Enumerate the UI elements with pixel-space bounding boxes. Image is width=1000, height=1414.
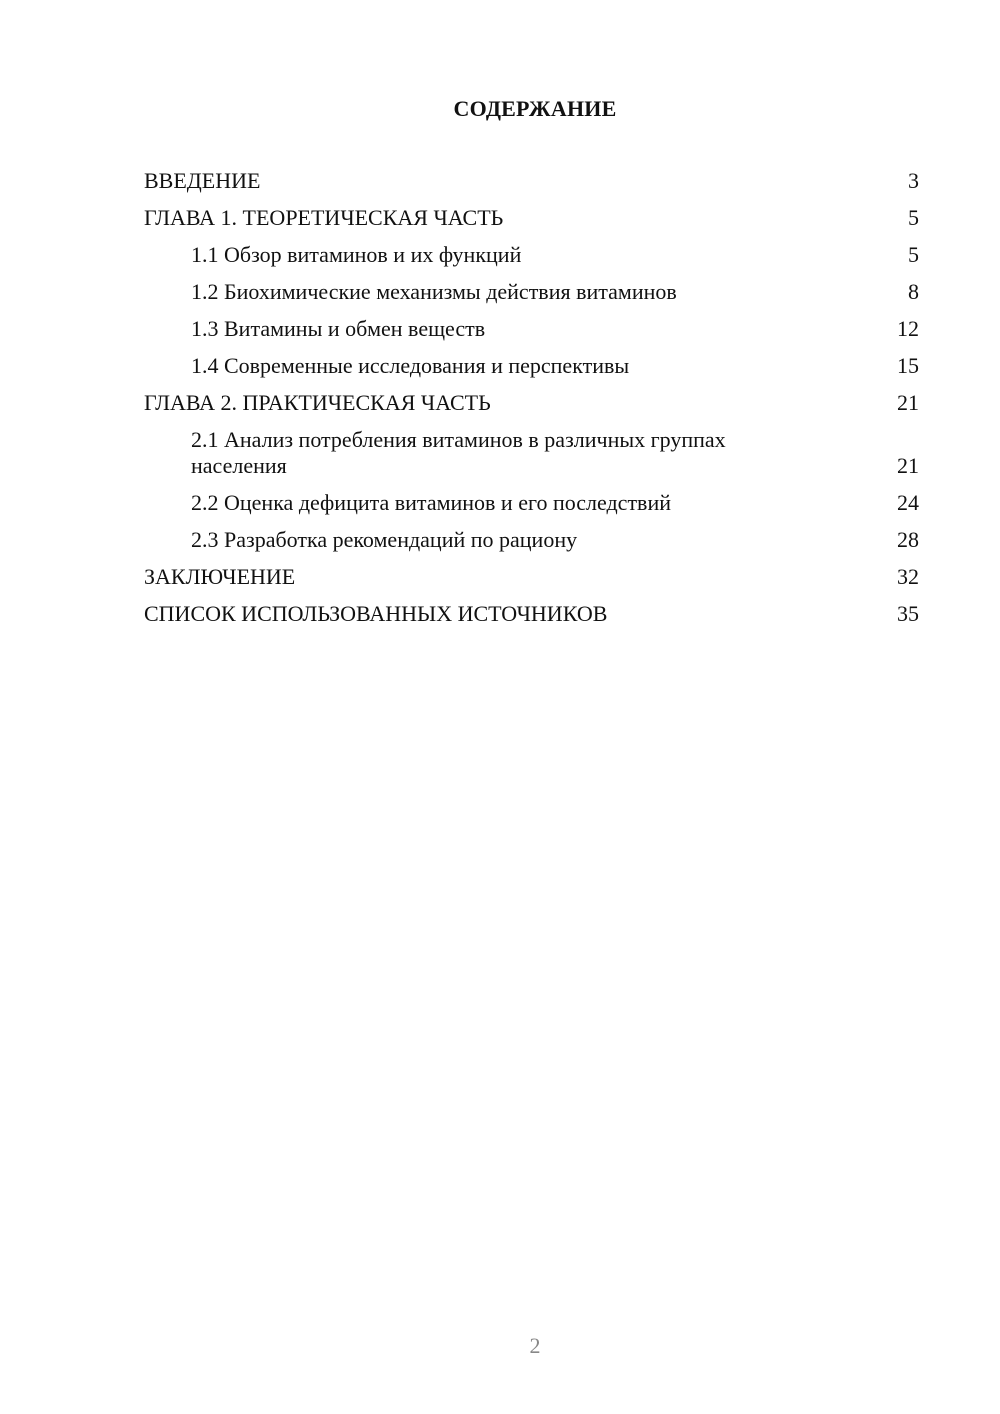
toc-entry-page: 5 [908,242,919,267]
toc-entry-references [144,601,919,627]
toc-entry-page: 32 [897,564,919,589]
table-of-contents [144,168,919,638]
toc-entry-page: 5 [908,205,919,230]
toc-title: СОДЕРЖАНИЕ [453,96,617,121]
toc-entry-text: 2.3 Разработка рекомендаций по рациону [191,527,578,552]
toc-entry-section-2-2 [144,490,919,516]
toc-entry-section-1-1 [144,242,919,268]
toc-entry-text: ГЛАВА 1. ТЕОРЕТИЧЕСКАЯ ЧАСТЬ [144,205,504,230]
toc-entry-text: ЗАКЛЮЧЕНИЕ [144,564,296,589]
toc-entry-text: 1.3 Витамины и обмен веществ [191,316,486,341]
toc-entry-section-2-3 [144,527,919,553]
toc-entry-page: 21 [897,390,919,415]
toc-entry-section-1-4 [144,353,919,379]
toc-entry-text: ГЛАВА 2. ПРАКТИЧЕСКАЯ ЧАСТЬ [144,390,491,415]
toc-entry-chapter-2 [144,390,919,416]
toc-entry-text: 1.2 Биохимические механизмы действия витаминов [191,279,677,304]
toc-entry-text: 1.4 Современные исследования и перспективы [191,353,630,378]
toc-entry-text: 2.1 Анализ потребления витаминов в различных группах населения [191,427,726,478]
toc-entry-introduction [144,168,919,194]
toc-entry-page: 28 [897,527,919,552]
toc-entry-page: 8 [908,279,919,304]
toc-entry-page: 35 [897,601,919,626]
toc-entry-text: ВВЕДЕНИЕ [144,168,261,193]
page-number: 2 [529,1333,541,1358]
toc-entry-page: 15 [897,353,919,378]
toc-entry-text: СПИСОК ИСПОЛЬЗОВАННЫХ ИСТОЧНИКОВ [144,601,608,626]
toc-entry-conclusion [144,564,919,590]
toc-entry-page: 12 [897,316,919,341]
toc-entry-section-2-1 [144,427,919,479]
toc-entry-page: 21 [897,453,919,478]
toc-entry-chapter-1 [144,205,919,231]
toc-entry-text: 2.2 Оценка дефицита витаминов и его последствий [191,490,671,515]
toc-entry-section-1-3 [144,316,919,342]
toc-entry-page: 24 [897,490,919,515]
toc-entry-section-1-2 [144,279,919,305]
toc-entry-text: 1.1 Обзор витаминов и их функций [191,242,522,267]
toc-entry-page: 3 [908,168,919,193]
